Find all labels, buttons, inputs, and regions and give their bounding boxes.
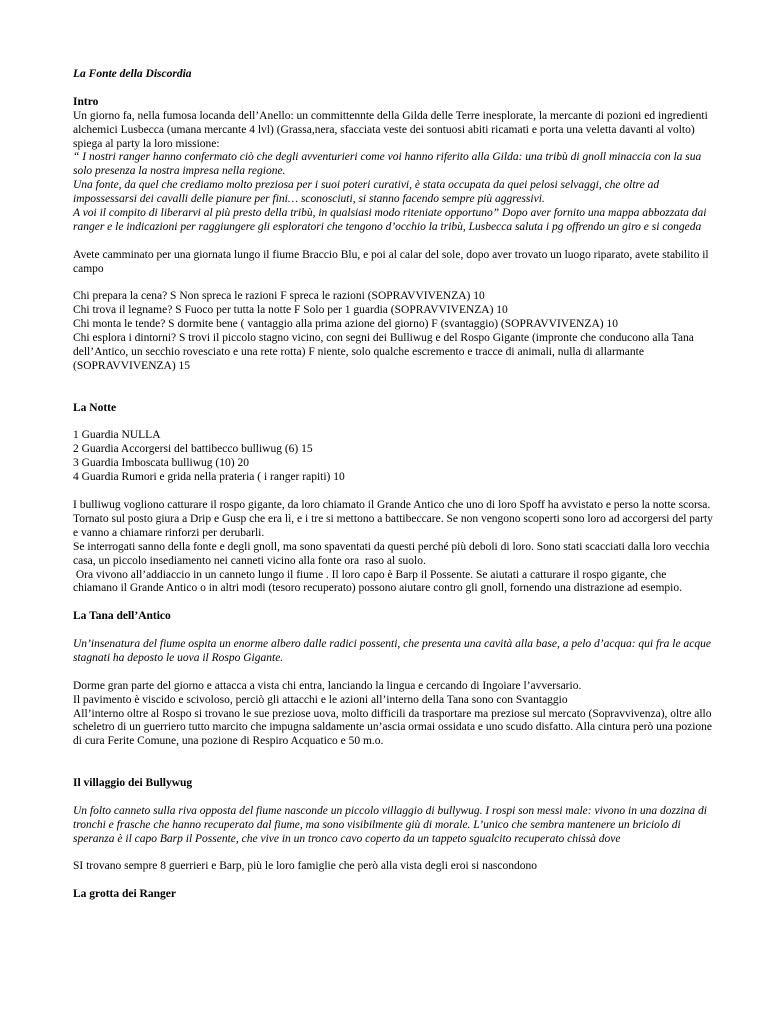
check-line: Chi prepara la cena? S Non spreca le razioni F spreca le razioni (SOPRAVVIVENZA) 10 bbox=[73, 290, 485, 303]
notte-paragraph: I bulliwug vogliono catturare il rospo gigante, da loro chiamato il Grande Antico che uno di loro Spoff ha avvistato e perso la notte scorsa. Tornato sul posto giura a Drip e Gusp che era lì, e i tre si mettono a battibeccare. Se non vengono scoperti sono loro ad accorgersi del party e vanno a chiamare rinforzi per derubarli. bbox=[73, 499, 716, 539]
tana-paragraph: Dorme gran parte del giorno e attacca a vista chi entra, lanciando la lingua e cercando di Ingoiare l’avversario. bbox=[73, 679, 582, 692]
document-page bbox=[73, 68, 716, 902]
section-heading-tana: La Tana dell’Antico bbox=[73, 610, 171, 623]
document-title: La Fonte della Discordia bbox=[73, 68, 192, 80]
intro-quote-2: Una fonte, da quel che crediamo molto preziosa per i suoi poteri curativi, è stata occupata da quei pelosi selvaggi, che oltre ad impossessarsi dei cavalli delle pianure per fini… sconosciuti, si stanno facendo sempre più aggressivi. bbox=[73, 179, 662, 206]
tana-description: Un’insenatura del fiume ospita un enorme albero dalle radici possenti, che presenta una cavità alla base, a pelo d’acqua: qui fra le acque stagnati ha deposto le uova il Rospo Gigante. bbox=[73, 638, 714, 664]
check-line: Chi monta le tende? S dormite bene ( vantaggio alla prima azione del giorno) F (svantaggio) (SOPRAVVIVENZA) 10 bbox=[73, 318, 618, 331]
intro-narrative: Un giorno fa, nella fumosa locanda dell’Anello: un committennte della Gilda delle Terre inesplorate, la mercante di pozioni ed ingredienti alchemici Lusbecca (umana mercante 4 lvl) (Grassa,nera, sfacciata veste dei sontuosi abiti ricamati e porta una veletta davanti al volto) spiega al party la loro missione: bbox=[73, 109, 711, 150]
section-heading-grotta: La grotta dei Ranger bbox=[73, 888, 176, 901]
intro-quote-3: A voi il compito di liberarvi al più presto della tribù, in qualsiasi modo riteniate opportuno” Dopo aver fornito una mappa abbozzata dai ranger e le indicazioni per raggiungere gli esploratori che tengono d’occhio la tribù, Lusbecca saluta i pg offrendo un giro e si congeda bbox=[73, 207, 710, 233]
tana-paragraph: All’interno oltre al Rospo si trovano le sue preziose uova, molto difficili da trasportare ma preziose sul mercato (Sopravvivenza), oltre allo scheletro di un guerriero tutto marcito che impugna saldamente un’ascia ormai ossidata e uno scudo disfatto. Alla cintura però una pozione di cura Ferite Comune, una pozione di Respiro Acquatico e 50 m.o. bbox=[73, 707, 715, 748]
section-heading-villaggio: Il villaggio dei Bullywug bbox=[73, 777, 193, 790]
notte-paragraph: Se interrogati sanno della fonte e degli gnoll, ma sono spaventati da questi perché più deboli di loro. Sono stati scacciati dalla loro vecchia casa, un piccolo insediamento nei canneti vicino alla fonte ora raso al suolo. bbox=[73, 540, 713, 567]
villaggio-description: Un folto canneto sulla riva opposta del fiume nasconde un piccolo villaggio di bullywug. I rospi son messi male: vivono in una dozzina di tronchi e frasche che hanno recuperato dal fiume, ma sono visibilmente giù di morale. L’unico che sembra mantenere un briciolo di speranza è il capo Barp il Possente, che vive in un tronco cavo coperto da un tappeto sgualcito recuperato chissà dove bbox=[73, 804, 710, 845]
notte-paragraph: Ora vivono all’addiaccio in un canneto lungo il fiume . Il loro capo è Barp il Possente. Se aiutati a catturare il rospo gigante, che chiamano il Grande Antico o in altri modi (tesoro recuperato) possono aiutare contro gli gnoll, fornendo una distrazione ad esempio. bbox=[73, 568, 683, 595]
tana-paragraph: Il pavimento è viscido e scivoloso, perciò gli attacchi e le azioni all’interno della Tana sono con Svantaggio bbox=[73, 693, 568, 706]
guard-line: 3 Guardia Imboscata bulliwug (10) 20 bbox=[73, 457, 249, 470]
check-line: Chi esplora i dintorni? S trovi il piccolo stagno vicino, con segni dei Bulliwug e del Rospo Gigante (impronte che conducono alla Tana dell’Antico, un secchio rovesciato e una rete rotta) F niente, solo qualche escremento e tracce di animali, nulla di allarmante (SOPRAVVIVENZA) 15 bbox=[73, 332, 697, 372]
guard-line: 1 Guardia NULLA bbox=[73, 429, 161, 442]
check-line: Chi trova il legname? S Fuoco per tutta la notte F Solo per 1 guardia (SOPRAVVIVENZA) 10 bbox=[73, 304, 508, 317]
intro-travel: Avete camminato per una giornata lungo il fiume Braccio Blu, e poi al calar del sole, dopo aver trovato un luogo riparato, avete stabilito il campo bbox=[73, 248, 712, 275]
villaggio-paragraph: SI trovano sempre 8 guerrieri e Barp, più le loro famiglie che però alla vista degli eroi si nascondono bbox=[73, 860, 538, 873]
guard-line: 4 Guardia Rumori e grida nella prateria ( i ranger rapiti) 10 bbox=[73, 471, 345, 484]
section-heading-notte: La Notte bbox=[73, 401, 117, 414]
section-heading-intro: Intro bbox=[73, 95, 99, 108]
guard-line: 2 Guardia Accorgersi del battibecco bulliwug (6) 15 bbox=[73, 443, 313, 456]
intro-quote-1: “ I nostri ranger hanno confermato ciò che degli avventurieri come voi hanno riferito alla Gilda: una tribù di gnoll minaccia con la sua solo presenza la nostra impresa nella regione. bbox=[73, 151, 705, 178]
